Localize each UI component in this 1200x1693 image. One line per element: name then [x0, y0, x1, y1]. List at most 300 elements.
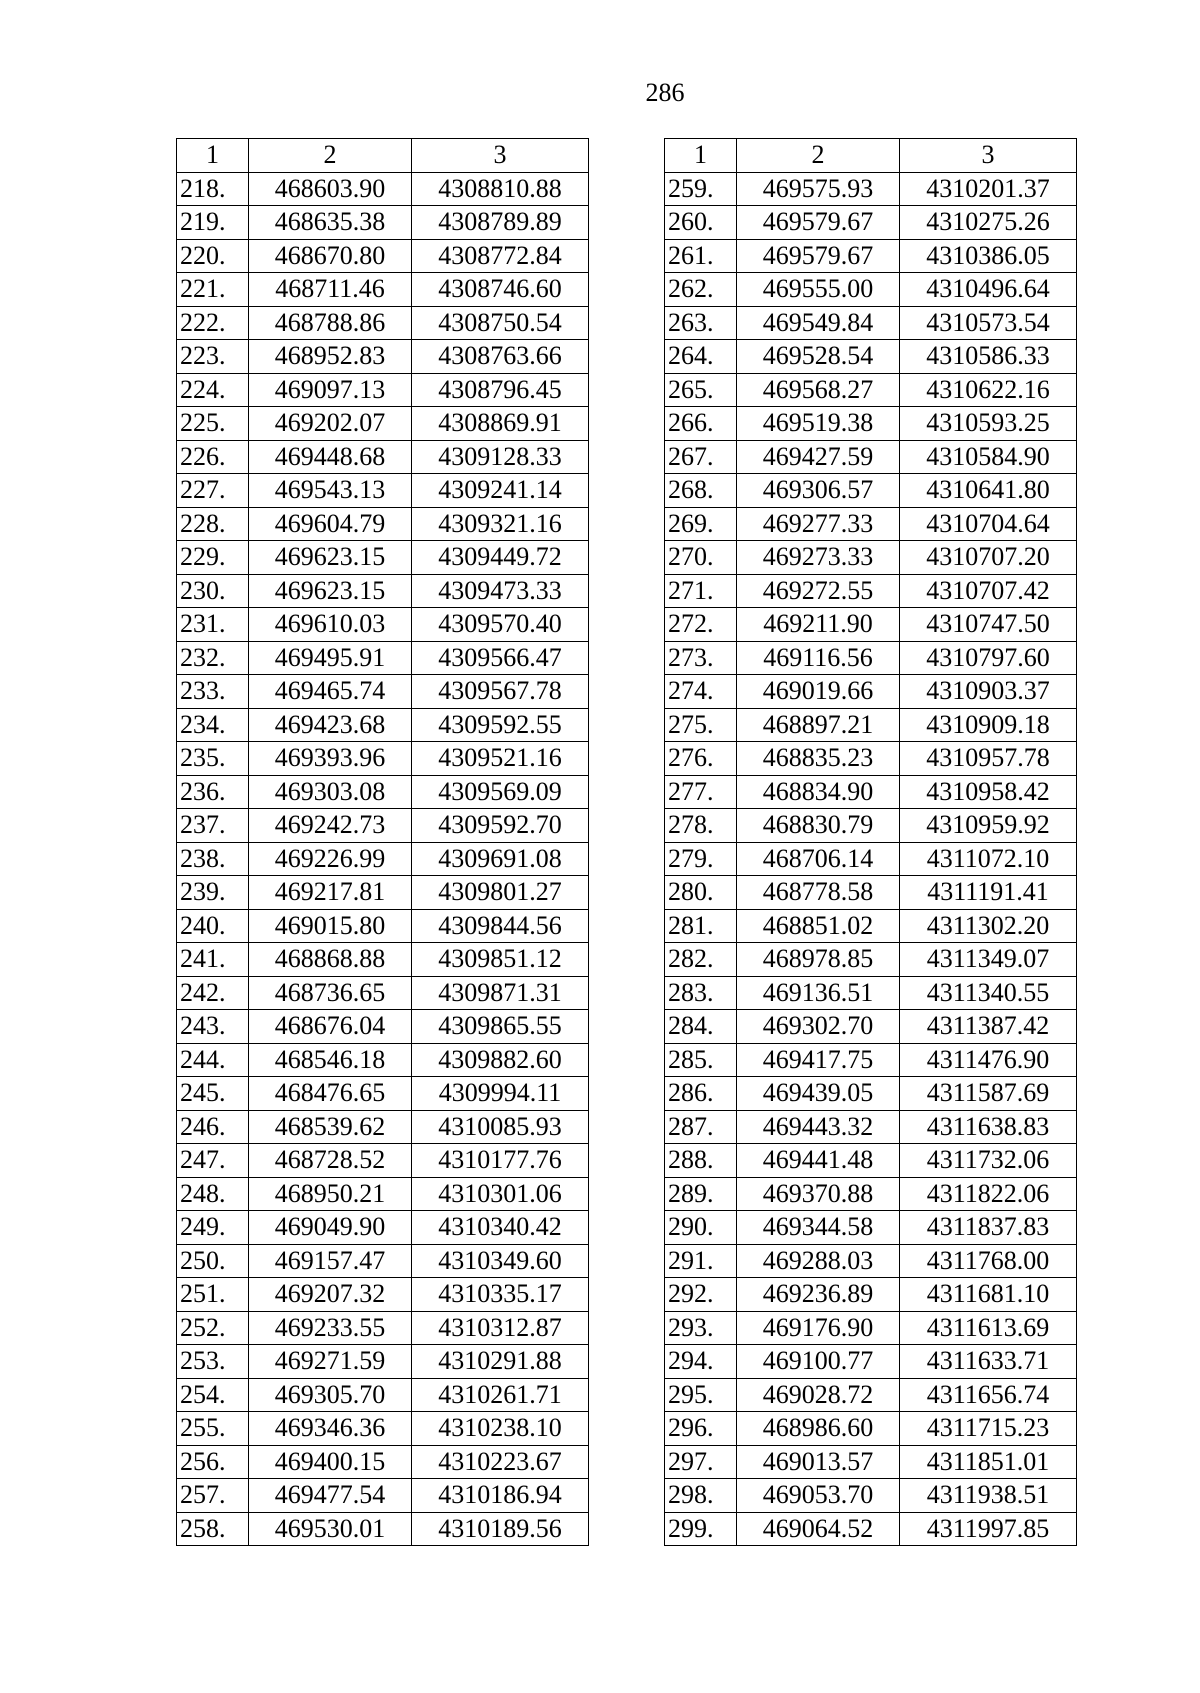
- point-number-cell: 279.: [665, 842, 737, 876]
- coordinate-x-cell: 469400.15: [249, 1445, 412, 1479]
- point-number-cell: 251.: [177, 1278, 249, 1312]
- coordinate-y-cell: 4311191.41: [900, 876, 1077, 910]
- point-number-cell: 230.: [177, 574, 249, 608]
- point-number-cell: 248.: [177, 1177, 249, 1211]
- coordinate-y-cell: 4310349.60: [412, 1244, 589, 1278]
- table-row: [665, 1010, 1077, 1044]
- coordinate-x-cell: 469116.56: [737, 641, 900, 675]
- table-row: [177, 1177, 589, 1211]
- coordinate-y-cell: 4311387.42: [900, 1010, 1077, 1044]
- coordinate-x-cell: 469306.57: [737, 474, 900, 508]
- table-row: [665, 1244, 1077, 1278]
- point-number-cell: 258.: [177, 1512, 249, 1546]
- point-number-cell: 291.: [665, 1244, 737, 1278]
- point-number-cell: 282.: [665, 943, 737, 977]
- column-header: 2: [737, 139, 900, 173]
- table-row: [177, 1345, 589, 1379]
- coordinate-x-cell: 469202.07: [249, 407, 412, 441]
- coordinate-y-cell: 4308763.66: [412, 340, 589, 374]
- coordinate-y-cell: 4309865.55: [412, 1010, 589, 1044]
- table-row: [177, 574, 589, 608]
- coordinate-x-cell: 469271.59: [249, 1345, 412, 1379]
- table-header-row: [665, 139, 1077, 173]
- coordinate-y-cell: 4311851.01: [900, 1445, 1077, 1479]
- coordinate-x-cell: 469013.57: [737, 1445, 900, 1479]
- coordinate-y-cell: 4309592.55: [412, 708, 589, 742]
- table-row: [665, 708, 1077, 742]
- coordinate-y-cell: 4311732.06: [900, 1144, 1077, 1178]
- coordinate-y-cell: 4309871.31: [412, 976, 589, 1010]
- point-number-cell: 262.: [665, 273, 737, 307]
- coordinate-x-cell: 469233.55: [249, 1311, 412, 1345]
- table-row: [665, 1445, 1077, 1479]
- coordinate-x-cell: 468986.60: [737, 1412, 900, 1446]
- coordinate-y-cell: 4310707.42: [900, 574, 1077, 608]
- coordinate-x-cell: 468897.21: [737, 708, 900, 742]
- coordinate-y-cell: 4310301.06: [412, 1177, 589, 1211]
- coordinate-x-cell: 469305.70: [249, 1378, 412, 1412]
- point-number-cell: 264.: [665, 340, 737, 374]
- coordinate-x-cell: 469604.79: [249, 507, 412, 541]
- coordinate-y-cell: 4310593.25: [900, 407, 1077, 441]
- table-row: [177, 1311, 589, 1345]
- table-row: [177, 1445, 589, 1479]
- coordinate-y-cell: 4310573.54: [900, 306, 1077, 340]
- table-row: [177, 809, 589, 843]
- coordinate-y-cell: 4309844.56: [412, 909, 589, 943]
- coordinate-x-cell: 469477.54: [249, 1479, 412, 1513]
- table-row: [177, 172, 589, 206]
- table-row: [665, 574, 1077, 608]
- coordinate-y-cell: 4309321.16: [412, 507, 589, 541]
- table-row: [665, 1177, 1077, 1211]
- coordinate-x-cell: 469136.51: [737, 976, 900, 1010]
- table-row: [665, 641, 1077, 675]
- table-row: [177, 273, 589, 307]
- coordinate-x-cell: 469211.90: [737, 608, 900, 642]
- point-number-cell: 285.: [665, 1043, 737, 1077]
- table-row: [665, 1345, 1077, 1379]
- coordinate-x-cell: 469015.80: [249, 909, 412, 943]
- coordinate-y-cell: 4308869.91: [412, 407, 589, 441]
- point-number-cell: 245.: [177, 1077, 249, 1111]
- table-row: [177, 1278, 589, 1312]
- coordinate-x-cell: 469236.89: [737, 1278, 900, 1312]
- coordinate-x-cell: 468834.90: [737, 775, 900, 809]
- table-row: [177, 1010, 589, 1044]
- coordinate-x-cell: 468736.65: [249, 976, 412, 1010]
- point-number-cell: 237.: [177, 809, 249, 843]
- coordinate-x-cell: 469344.58: [737, 1211, 900, 1245]
- point-number-cell: 235.: [177, 742, 249, 776]
- point-number-cell: 246.: [177, 1110, 249, 1144]
- coordinate-y-cell: 4309241.14: [412, 474, 589, 508]
- point-number-cell: 226.: [177, 440, 249, 474]
- coordinate-x-cell: 468670.80: [249, 239, 412, 273]
- coordinate-y-cell: 4310622.16: [900, 373, 1077, 407]
- coordinate-y-cell: 4309691.08: [412, 842, 589, 876]
- table-row: [665, 541, 1077, 575]
- table-row: [665, 1110, 1077, 1144]
- coordinate-y-cell: 4311681.10: [900, 1278, 1077, 1312]
- point-number-cell: 271.: [665, 574, 737, 608]
- table-row: [177, 1244, 589, 1278]
- point-number-cell: 219.: [177, 206, 249, 240]
- table-row: [177, 641, 589, 675]
- table-row: [177, 474, 589, 508]
- coordinate-x-cell: 469346.36: [249, 1412, 412, 1446]
- coordinate-x-cell: 469288.03: [737, 1244, 900, 1278]
- coordinate-y-cell: 4308796.45: [412, 373, 589, 407]
- table-row: [177, 541, 589, 575]
- point-number-cell: 257.: [177, 1479, 249, 1513]
- coordinate-y-cell: 4311633.71: [900, 1345, 1077, 1379]
- table-row: [665, 273, 1077, 307]
- coordinate-x-cell: 469100.77: [737, 1345, 900, 1379]
- coordinate-y-cell: 4309994.11: [412, 1077, 589, 1111]
- coordinate-x-cell: 469277.33: [737, 507, 900, 541]
- coordinate-y-cell: 4310641.80: [900, 474, 1077, 508]
- coordinate-x-cell: 468635.38: [249, 206, 412, 240]
- point-number-cell: 288.: [665, 1144, 737, 1178]
- coordinate-x-cell: 468728.52: [249, 1144, 412, 1178]
- point-number-cell: 238.: [177, 842, 249, 876]
- table-row: [177, 1043, 589, 1077]
- point-number-cell: 234.: [177, 708, 249, 742]
- point-number-cell: 299.: [665, 1512, 737, 1546]
- coordinate-x-cell: 469448.68: [249, 440, 412, 474]
- table-row: [177, 1512, 589, 1546]
- coordinate-y-cell: 4311476.90: [900, 1043, 1077, 1077]
- table-row: [177, 976, 589, 1010]
- coordinate-y-cell: 4309592.70: [412, 809, 589, 843]
- table-row: [665, 876, 1077, 910]
- coordinate-x-cell: 469575.93: [737, 172, 900, 206]
- coordinate-y-cell: 4310957.78: [900, 742, 1077, 776]
- point-number-cell: 275.: [665, 708, 737, 742]
- coordinate-x-cell: 468978.85: [737, 943, 900, 977]
- point-number-cell: 240.: [177, 909, 249, 943]
- table-row: [177, 1077, 589, 1111]
- coordinate-y-cell: 4310959.92: [900, 809, 1077, 843]
- point-number-cell: 286.: [665, 1077, 737, 1111]
- coordinate-y-cell: 4310189.56: [412, 1512, 589, 1546]
- table-row: [665, 1412, 1077, 1446]
- point-number-cell: 265.: [665, 373, 737, 407]
- coordinate-x-cell: 469226.99: [249, 842, 412, 876]
- point-number-cell: 231.: [177, 608, 249, 642]
- coordinate-y-cell: 4310707.20: [900, 541, 1077, 575]
- point-number-cell: 278.: [665, 809, 737, 843]
- coordinate-x-cell: 469443.32: [737, 1110, 900, 1144]
- point-number-cell: 292.: [665, 1278, 737, 1312]
- coordinate-y-cell: 4311656.74: [900, 1378, 1077, 1412]
- coordinate-x-cell: 469439.05: [737, 1077, 900, 1111]
- coordinate-x-cell: 469217.81: [249, 876, 412, 910]
- coordinate-x-cell: 469465.74: [249, 675, 412, 709]
- table-row: [177, 1144, 589, 1178]
- coordinate-x-cell: 468952.83: [249, 340, 412, 374]
- point-number-cell: 218.: [177, 172, 249, 206]
- table-row: [665, 1479, 1077, 1513]
- coordinate-x-cell: 468830.79: [737, 809, 900, 843]
- table-row: [665, 172, 1077, 206]
- point-number-cell: 297.: [665, 1445, 737, 1479]
- table-header-row: [177, 139, 589, 173]
- table-row: [177, 407, 589, 441]
- point-number-cell: 236.: [177, 775, 249, 809]
- coordinate-x-cell: 468868.88: [249, 943, 412, 977]
- point-number-cell: 228.: [177, 507, 249, 541]
- table-row: [665, 306, 1077, 340]
- coordinate-x-cell: 469441.48: [737, 1144, 900, 1178]
- point-number-cell: 244.: [177, 1043, 249, 1077]
- coordinate-y-cell: 4310085.93: [412, 1110, 589, 1144]
- column-header: 1: [177, 139, 249, 173]
- table-row: [665, 1211, 1077, 1245]
- coordinate-y-cell: 4310797.60: [900, 641, 1077, 675]
- point-number-cell: 227.: [177, 474, 249, 508]
- column-header: 1: [665, 139, 737, 173]
- table-row: [177, 1479, 589, 1513]
- table-row: [665, 239, 1077, 273]
- point-number-cell: 247.: [177, 1144, 249, 1178]
- coordinate-y-cell: 4310496.64: [900, 273, 1077, 307]
- coordinate-y-cell: 4309473.33: [412, 574, 589, 608]
- table-row: [177, 239, 589, 273]
- coordinate-x-cell: 469064.52: [737, 1512, 900, 1546]
- column-header: 3: [900, 139, 1077, 173]
- point-number-cell: 223.: [177, 340, 249, 374]
- point-number-cell: 267.: [665, 440, 737, 474]
- coordinate-y-cell: 4309128.33: [412, 440, 589, 474]
- point-number-cell: 255.: [177, 1412, 249, 1446]
- table-row: [665, 675, 1077, 709]
- coordinate-x-cell: 469568.27: [737, 373, 900, 407]
- coordinate-x-cell: 469549.84: [737, 306, 900, 340]
- coordinate-y-cell: 4311072.10: [900, 842, 1077, 876]
- table-row: [665, 976, 1077, 1010]
- coordinate-table-right: [664, 138, 1077, 1546]
- point-number-cell: 270.: [665, 541, 737, 575]
- point-number-cell: 256.: [177, 1445, 249, 1479]
- table-row: [177, 943, 589, 977]
- coordinate-y-cell: 4310909.18: [900, 708, 1077, 742]
- coordinate-y-cell: 4309801.27: [412, 876, 589, 910]
- point-number-cell: 276.: [665, 742, 737, 776]
- coordinate-y-cell: 4309882.60: [412, 1043, 589, 1077]
- coordinate-y-cell: 4308750.54: [412, 306, 589, 340]
- table-row: [177, 340, 589, 374]
- point-number-cell: 260.: [665, 206, 737, 240]
- point-number-cell: 224.: [177, 373, 249, 407]
- table-row: [665, 340, 1077, 374]
- coordinate-y-cell: 4310275.26: [900, 206, 1077, 240]
- table-row: [177, 1211, 589, 1245]
- coordinate-y-cell: 4310586.33: [900, 340, 1077, 374]
- table-row: [665, 373, 1077, 407]
- coordinate-y-cell: 4309567.78: [412, 675, 589, 709]
- coordinate-y-cell: 4311587.69: [900, 1077, 1077, 1111]
- coordinate-x-cell: 469623.15: [249, 574, 412, 608]
- point-number-cell: 280.: [665, 876, 737, 910]
- table-row: [177, 1110, 589, 1144]
- table-row: [665, 1077, 1077, 1111]
- coordinate-y-cell: 4311822.06: [900, 1177, 1077, 1211]
- coordinate-y-cell: 4309569.09: [412, 775, 589, 809]
- table-row: [177, 440, 589, 474]
- coordinate-x-cell: 469530.01: [249, 1512, 412, 1546]
- table-row: [177, 742, 589, 776]
- point-number-cell: 233.: [177, 675, 249, 709]
- point-number-cell: 284.: [665, 1010, 737, 1044]
- coordinate-y-cell: 4309570.40: [412, 608, 589, 642]
- table-row: [177, 1412, 589, 1446]
- table-row: [665, 507, 1077, 541]
- table-row: [177, 708, 589, 742]
- coordinate-x-cell: 469302.70: [737, 1010, 900, 1044]
- coordinate-x-cell: 468778.58: [737, 876, 900, 910]
- coordinate-x-cell: 469097.13: [249, 373, 412, 407]
- table-row: [665, 1043, 1077, 1077]
- coordinate-x-cell: 469028.72: [737, 1378, 900, 1412]
- coordinate-x-cell: 469519.38: [737, 407, 900, 441]
- table-row: [665, 943, 1077, 977]
- coordinate-y-cell: 4310704.64: [900, 507, 1077, 541]
- coordinate-y-cell: 4310335.17: [412, 1278, 589, 1312]
- point-number-cell: 277.: [665, 775, 737, 809]
- coordinate-x-cell: 469053.70: [737, 1479, 900, 1513]
- coordinate-x-cell: 469417.75: [737, 1043, 900, 1077]
- coordinate-y-cell: 4310340.42: [412, 1211, 589, 1245]
- coordinate-x-cell: 469176.90: [737, 1311, 900, 1345]
- point-number-cell: 295.: [665, 1378, 737, 1412]
- coordinate-y-cell: 4310386.05: [900, 239, 1077, 273]
- coordinate-x-cell: 469242.73: [249, 809, 412, 843]
- coordinate-y-cell: 4310238.10: [412, 1412, 589, 1446]
- coordinate-x-cell: 469207.32: [249, 1278, 412, 1312]
- coordinate-y-cell: 4310177.76: [412, 1144, 589, 1178]
- coordinate-x-cell: 468476.65: [249, 1077, 412, 1111]
- point-number-cell: 225.: [177, 407, 249, 441]
- coordinate-x-cell: 468950.21: [249, 1177, 412, 1211]
- coordinate-y-cell: 4311768.00: [900, 1244, 1077, 1278]
- table-row: [665, 608, 1077, 642]
- point-number-cell: 296.: [665, 1412, 737, 1446]
- coordinate-x-cell: 468603.90: [249, 172, 412, 206]
- coordinate-y-cell: 4308810.88: [412, 172, 589, 206]
- coordinate-x-cell: 468539.62: [249, 1110, 412, 1144]
- table-row: [665, 407, 1077, 441]
- coordinate-y-cell: 4310584.90: [900, 440, 1077, 474]
- point-number-cell: 298.: [665, 1479, 737, 1513]
- coordinate-x-cell: 468706.14: [737, 842, 900, 876]
- table-row: [665, 474, 1077, 508]
- table-row: [177, 373, 589, 407]
- coordinate-x-cell: 468788.86: [249, 306, 412, 340]
- coordinate-x-cell: 469528.54: [737, 340, 900, 374]
- point-number-cell: 259.: [665, 172, 737, 206]
- point-number-cell: 283.: [665, 976, 737, 1010]
- table-row: [665, 909, 1077, 943]
- coordinate-x-cell: 469579.67: [737, 239, 900, 273]
- coordinate-x-cell: 469427.59: [737, 440, 900, 474]
- page-number: 286: [645, 78, 685, 107]
- coordinate-y-cell: 4310903.37: [900, 675, 1077, 709]
- point-number-cell: 293.: [665, 1311, 737, 1345]
- point-number-cell: 243.: [177, 1010, 249, 1044]
- point-number-cell: 250.: [177, 1244, 249, 1278]
- point-number-cell: 261.: [665, 239, 737, 273]
- coordinate-x-cell: 469157.47: [249, 1244, 412, 1278]
- coordinate-x-cell: 469555.00: [737, 273, 900, 307]
- coordinate-y-cell: 4311340.55: [900, 976, 1077, 1010]
- point-number-cell: 241.: [177, 943, 249, 977]
- coordinate-x-cell: 469370.88: [737, 1177, 900, 1211]
- table-row: [177, 842, 589, 876]
- table-row: [665, 1144, 1077, 1178]
- point-number-cell: 269.: [665, 507, 737, 541]
- coordinate-x-cell: 468851.02: [737, 909, 900, 943]
- coordinate-x-cell: 469543.13: [249, 474, 412, 508]
- coordinate-y-cell: 4309566.47: [412, 641, 589, 675]
- coordinate-y-cell: 4310747.50: [900, 608, 1077, 642]
- table-row: [177, 1378, 589, 1412]
- point-number-cell: 263.: [665, 306, 737, 340]
- point-number-cell: 222.: [177, 306, 249, 340]
- table-row: [177, 507, 589, 541]
- coordinate-x-cell: 468676.04: [249, 1010, 412, 1044]
- point-number-cell: 281.: [665, 909, 737, 943]
- coordinate-y-cell: 4311638.83: [900, 1110, 1077, 1144]
- coordinate-x-cell: 469303.08: [249, 775, 412, 809]
- coordinate-y-cell: 4311349.07: [900, 943, 1077, 977]
- table-row: [665, 1378, 1077, 1412]
- coordinate-y-cell: 4310291.88: [412, 1345, 589, 1379]
- coordinate-x-cell: 468835.23: [737, 742, 900, 776]
- coordinate-y-cell: 4311613.69: [900, 1311, 1077, 1345]
- coordinate-y-cell: 4311997.85: [900, 1512, 1077, 1546]
- coordinate-x-cell: 469019.66: [737, 675, 900, 709]
- coordinate-x-cell: 468711.46: [249, 273, 412, 307]
- coordinate-y-cell: 4308772.84: [412, 239, 589, 273]
- point-number-cell: 221.: [177, 273, 249, 307]
- table-row: [665, 206, 1077, 240]
- column-header: 2: [249, 139, 412, 173]
- point-number-cell: 290.: [665, 1211, 737, 1245]
- point-number-cell: 266.: [665, 407, 737, 441]
- table-row: [177, 909, 589, 943]
- coordinate-x-cell: 468546.18: [249, 1043, 412, 1077]
- point-number-cell: 289.: [665, 1177, 737, 1211]
- coordinate-y-cell: 4310201.37: [900, 172, 1077, 206]
- table-row: [177, 608, 589, 642]
- point-number-cell: 249.: [177, 1211, 249, 1245]
- coordinate-y-cell: 4308746.60: [412, 273, 589, 307]
- table-row: [177, 206, 589, 240]
- coordinate-x-cell: 469273.33: [737, 541, 900, 575]
- point-number-cell: 220.: [177, 239, 249, 273]
- table-row: [177, 306, 589, 340]
- table-row: [665, 440, 1077, 474]
- coordinate-y-cell: 4311938.51: [900, 1479, 1077, 1513]
- point-number-cell: 253.: [177, 1345, 249, 1379]
- coordinate-y-cell: 4310186.94: [412, 1479, 589, 1513]
- coordinate-y-cell: 4310223.67: [412, 1445, 589, 1479]
- coordinate-y-cell: 4309851.12: [412, 943, 589, 977]
- table-row: [665, 1512, 1077, 1546]
- point-number-cell: 232.: [177, 641, 249, 675]
